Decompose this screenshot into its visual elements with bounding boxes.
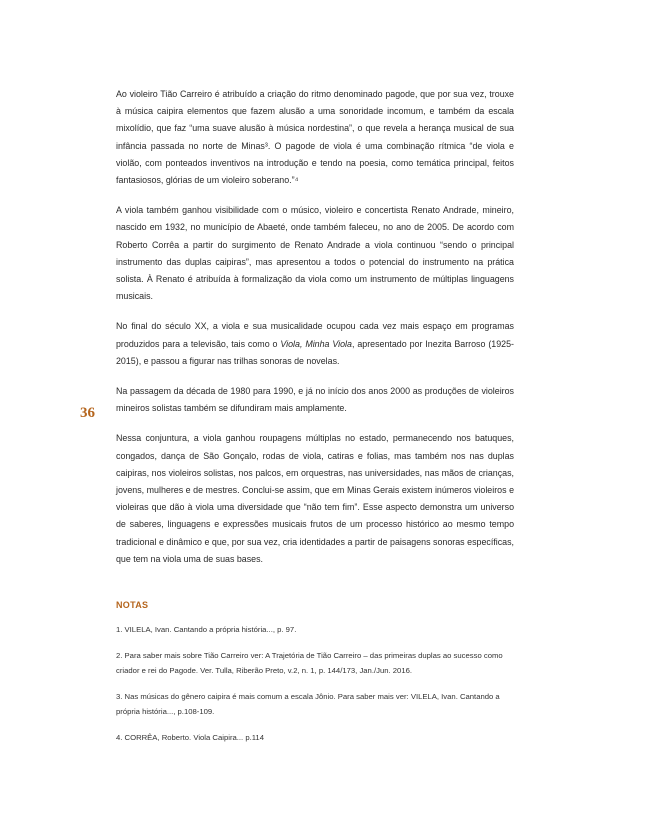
paragraph-tiao-carreiro: Ao violeiro Tião Carreiro é atribuído a criação do ritmo denominado pagode, que por sua vez, trouxe à música caipira elementos que fazem alusão a uma sonoridade incomum, e também da escala mixolídio, que faz “uma suave alusão à música nordestina”, o que revela a herança musical de sua infância passada no norte de Minas³. O pagode de viola é uma combinação rítmica “de viola e violão, com ponteados inventivos na introdução e tendo na poesia, como temática principal, feitos fantasiosos, glórias de um violeiro soberano.”⁴ xyxy=(116,89,514,186)
body-text xyxy=(116,86,514,581)
paragraph-television-end: , apresentado por Inezita Barroso (1925-2015), e passou a figurar nas trilhas sonoras de novelas. xyxy=(116,338,514,366)
program-title: Viola, Minha Viola xyxy=(280,338,352,349)
note-3: 3. Nas músicas do gênero caipira é mais comum a escala Jônio. Para saber mais ver: VILELA, Ivan. Cantando a própria história..., p.108-109. xyxy=(116,691,500,717)
paragraph-television-start: No final do século XX, a viola e sua musicalidade ocupou cada vez mais espaço em programas produzidos para a televisão, tais como o xyxy=(116,321,514,349)
notes-title: NOTAS xyxy=(116,600,149,610)
paragraph-solistas: Na passagem da década de 1980 para 1990, e já no início dos anos 2000 as produções de violeiros mineiros solistas também se difundiram mais amplamente. xyxy=(116,386,514,414)
paragraph-conjuntura: Nessa conjuntura, a viola ganhou roupagens múltiplas no estado, permanecendo nos batuques, congados, dança de São Gonçalo, rodas de viola, catiras e folias, mas também nos nas duplas caipiras, nos violeiros solistas, nos palcos, em orquestras, nas universidades, nas mãos de crianças, jovens, mulheres e de mestres. Conclui-se assim, que em Minas Gerais existem inúmeros violeiros e violeiras que dão à viola uma diversidade que “não tem fim”. Esse aspecto demonstra um universo de saberes, linguagens e expressões musicais frutos de um processo histórico ao mesmo tempo tradicional e dinâmico e que, por sua vez, cria identidades a partir de paisagens sonoras específicas, que tem na viola uma de suas bases. xyxy=(116,433,514,564)
paragraph-renato-andrade: A viola também ganhou visibilidade com o músico, violeiro e concertista Renato Andrade, mineiro, nascido em 1932, no município de Abaeté, onde também faleceu, no ano de 2005. De acordo com Roberto Corrêa a partir do surgimento de Renato Andrade a viola continuou “sendo o principal instrumento das duplas caipiras”, mas apresentou a todos o potencial do instrumento na prática solista. À Renato é atribuída à formalização da viola como um instrumento de múltiplas linguagens musicais. xyxy=(116,205,514,302)
paragraph-television xyxy=(116,318,514,370)
page-number: 36 xyxy=(80,405,95,421)
note-2: 2. Para saber mais sobre Tião Carreiro ver: A Trajetória de Tião Carreiro – das primeiras duplas ao sucesso como criador e rei do Pagode. Ver. Tulla, Riberão Preto, v.2, n. 1, p. 144/173, Jan./Jun. 2016. xyxy=(116,650,503,676)
note-1: 1. VILELA, Ivan. Cantando a própria história..., p. 97. xyxy=(116,625,297,634)
note-4: 4. CORRÊA, Roberto. Viola Caipira... p.114 xyxy=(116,732,264,742)
notes-section xyxy=(116,600,518,756)
